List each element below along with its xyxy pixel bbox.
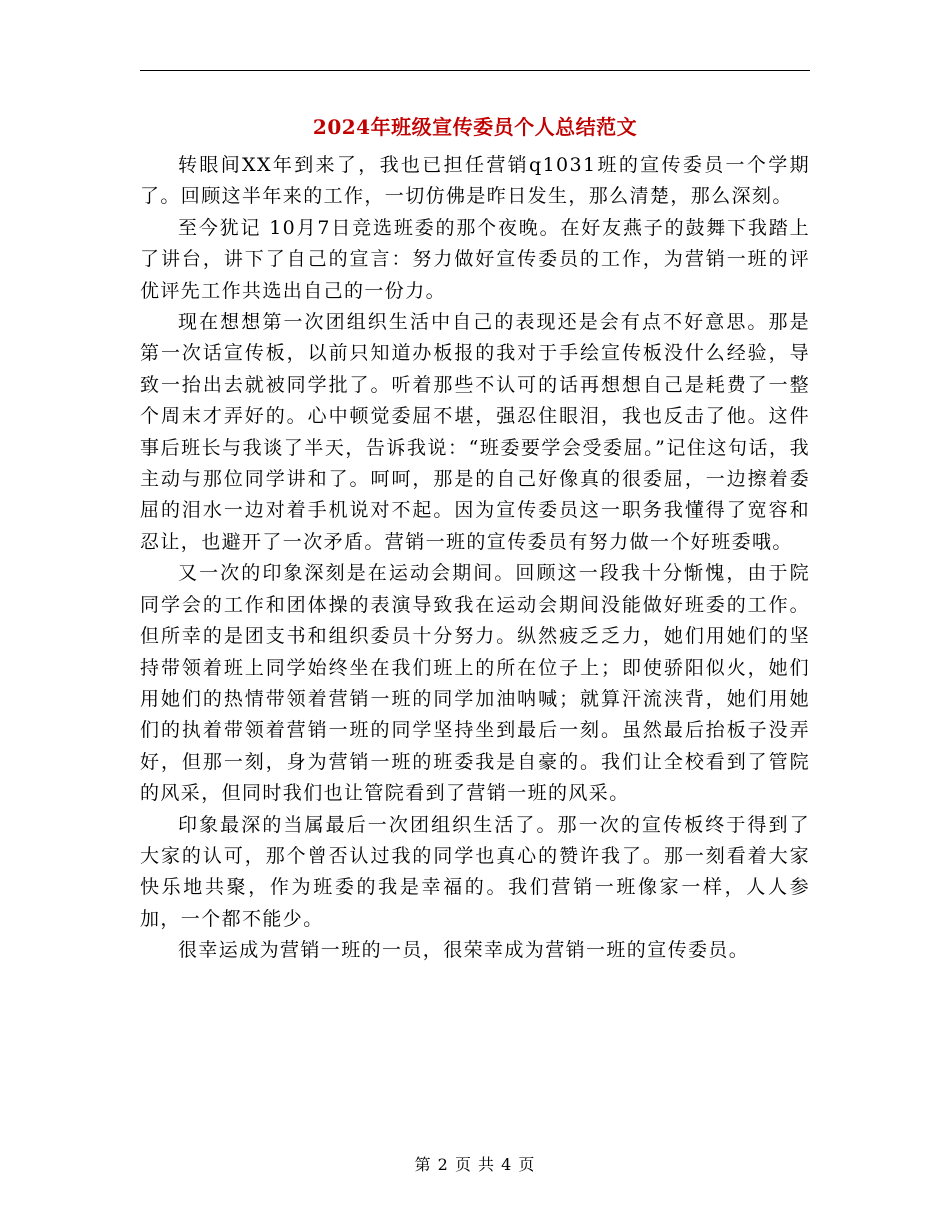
document-title: 2024年班级宣传委员个人总结范文 xyxy=(312,115,638,139)
paragraph-6: 很幸运成为营销一班的一员，很荣幸成为营销一班的宣传委员。 xyxy=(178,939,750,962)
paragraph-2: 至今犹记 10月7日竞选班委的那个夜晚。在好友燕子的鼓舞下我踏上了讲台，讲下了自己的宣言：努力做好宣传委员的工作，为营销一班的评优评先工作共选出自己的一份力。 xyxy=(140,216,810,302)
paragraph-5: 印象最深的当属最后一次团组织生活了。那一次的宣传板终于得到了大家的认可，那个曾否认过我的同学也真心的赞许我了。那一刻看着大家快乐地共聚，作为班委的我是幸福的。我们营销一班像家一样，人人参加，一个都不能少。 xyxy=(140,813,810,930)
page-number: 第 2 页 共 4 页 xyxy=(414,1155,536,1174)
paragraph-4: 又一次的印象深刻是在运动会期间。回顾这一段我十分惭愧，由于院同学会的工作和团体操的表演导致我在运动会期间没能做好班委的工作。但所幸的是团支书和组织委员十分努力。纵然疲乏乏力，她们用她们的坚持带领着班上同学始终坐在我们班上的所在位子上；即使骄阳似火，她们用她们的热情带领着营销一班的同学加油呐喊；就算汗流浃背，她们用她们的执着带领着营销一班的同学坚持坐到最后一刻。虽然最后抬板子没弄好，但那一刻，身为营销一班的班委我是自豪的。我们让全校看到了管院的风采，但同时我们也让管院看到了营销一班的风采。 xyxy=(140,562,810,805)
header-rule xyxy=(140,70,810,71)
paragraph-1: 转眼间XX年到来了，我也已担任营销q1031班的宣传委员一个学期了。回顾这半年来的工作，一切仿佛是昨日发生，那么清楚，那么深刻。 xyxy=(140,154,810,208)
document-body xyxy=(140,150,810,967)
paragraph-3: 现在想想第一次团组织生活中自己的表现还是会有点不好意思。那是第一次话宣传板，以前只知道办板报的我对于手绘宣传板没什么经验，导致一抬出去就被同学批了。听着那些不认可的话再想想自己是耗费了一整个周末才弄好的。心中顿觉委屈不堪，强忍住眼泪，我也反击了他。这件事后班长与我谈了半天，告诉我说：“班委要学会受委屈。”记住这句话，我主动与那位同学讲和了。呵呵，那是的自己好像真的很委屈，一边擦着委屈的泪水一边对着手机说对不起。因为宣传委员这一职务我懂得了宽容和忍让，也避开了一次矛盾。营销一班的宣传委员有努力做一个好班委哦。 xyxy=(140,311,810,553)
